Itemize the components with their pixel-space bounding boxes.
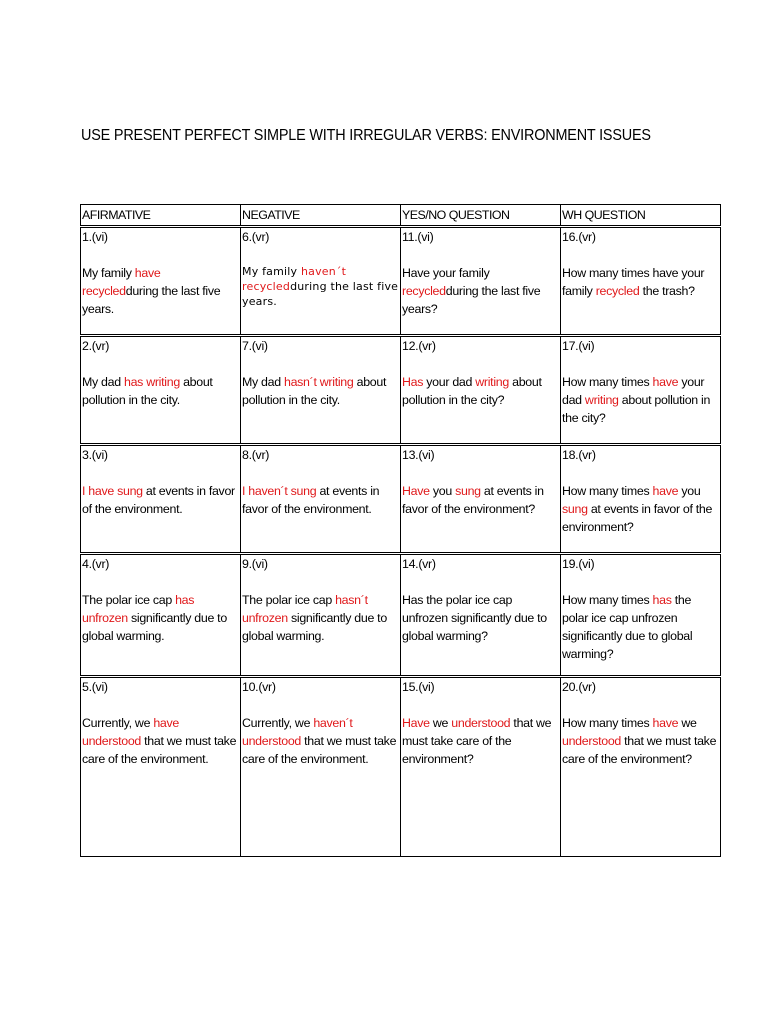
- sentence: [82, 482, 239, 518]
- item-number: 8.(vr): [242, 448, 270, 462]
- verb-highlight: sung: [455, 484, 481, 498]
- item-number: 12.(vr): [402, 339, 436, 353]
- item-number: 14.(vr): [402, 557, 436, 571]
- sentence: [402, 714, 559, 768]
- item-number: 11.(vi): [402, 230, 434, 244]
- header-affirmative: AFIRMATIVE: [81, 205, 241, 227]
- cell-yes-no-question: [401, 677, 561, 857]
- verb-highlight: have: [652, 484, 679, 498]
- verb-highlight: Have: [402, 484, 430, 498]
- item-number: 15.(vi): [402, 680, 435, 694]
- item-number: 16.(vr): [562, 230, 596, 244]
- sentence: [562, 482, 719, 536]
- item-number: 7.(vi): [242, 339, 268, 353]
- sentence-text: about pollution in the city.: [82, 375, 213, 407]
- sentence-text: about pollution in the city.: [242, 375, 387, 407]
- verb-highlight: understood: [562, 734, 622, 748]
- exercise-table: [80, 204, 721, 857]
- cell-negative: [241, 445, 401, 554]
- sentence-text: Currently, we: [82, 716, 154, 730]
- sentence-text: at events in favor of the environment?: [402, 484, 544, 516]
- verb-highlight: hasn´t writing: [283, 375, 354, 389]
- item-number: 10.(vr): [242, 680, 276, 694]
- cell-wh-question: [561, 336, 721, 445]
- cell-affirmative: [81, 445, 241, 554]
- cell-negative: [241, 227, 401, 336]
- sentence-text: that we must take care of the environment.: [242, 734, 397, 766]
- sentence: [562, 714, 719, 768]
- sentence: [242, 373, 399, 409]
- sentence-text: during the last five years.: [242, 280, 399, 308]
- sentence: [402, 482, 559, 518]
- sentence-text: How many times have your family: [562, 266, 705, 298]
- sentence-text: you: [678, 484, 701, 498]
- sentence: [242, 714, 399, 768]
- sentence: [82, 714, 239, 768]
- sentence: [242, 591, 399, 645]
- item-number: 1.(vi): [82, 230, 108, 244]
- verb-highlight: have recycled: [82, 266, 161, 298]
- item-number: 20.(vr): [562, 680, 596, 694]
- sentence-text: about pollution in the city?: [562, 393, 711, 425]
- sentence: [242, 264, 399, 309]
- sentence: [242, 482, 399, 518]
- sentence-text: How many times: [562, 484, 653, 498]
- verb-highlight: Has: [402, 375, 424, 389]
- item-number: 3.(vi): [82, 448, 108, 462]
- verb-highlight: I haven´t sung: [242, 484, 317, 498]
- verb-highlight: understood: [451, 716, 511, 730]
- sentence: [562, 264, 719, 300]
- cell-affirmative: [81, 227, 241, 336]
- verb-highlight: writing: [475, 375, 509, 389]
- verb-highlight: recycled: [402, 284, 446, 298]
- sentence-text: your dad: [562, 375, 705, 407]
- cell-affirmative: [81, 677, 241, 857]
- sentence-text: at events in favor of the environment?: [562, 502, 713, 534]
- item-number: 5.(vi): [82, 680, 108, 694]
- sentence-text: Have your family: [402, 266, 490, 280]
- cell-wh-question: [561, 554, 721, 677]
- sentence-text: My dad: [242, 375, 284, 389]
- sentence-text: that we must take care of the environment?: [402, 716, 552, 766]
- sentence-text: your dad: [423, 375, 476, 389]
- verb-highlight: writing: [584, 393, 619, 407]
- item-number: 9.(vi): [242, 557, 268, 571]
- verb-highlight: recycled: [595, 284, 640, 298]
- item-number: 2.(vr): [82, 339, 110, 353]
- header-row: [81, 205, 721, 227]
- cell-wh-question: [561, 445, 721, 554]
- verb-highlight: have: [652, 375, 679, 389]
- verb-highlight: sung: [562, 502, 588, 516]
- sentence: [562, 373, 719, 427]
- sentence-text: at events in favor of the environment.: [242, 484, 380, 516]
- item-number: 19.(vi): [562, 557, 595, 571]
- sentence: [402, 264, 559, 318]
- sentence-text: the polar ice cap unfrozen significantly due to global warming?: [562, 593, 693, 661]
- page-title: USE PRESENT PERFECT SIMPLE WITH IRREGULAR VERBS: ENVIRONMENT ISSUES: [81, 127, 651, 144]
- table-row: [81, 227, 721, 336]
- sentence-text: at events in favor of the environment.: [82, 484, 235, 516]
- sentence-text: that we must take care of the environment.: [82, 734, 237, 766]
- table-row: [81, 554, 721, 677]
- sentence-text: the trash?: [639, 284, 695, 298]
- sentence-text: we: [678, 716, 697, 730]
- sentence: [82, 591, 239, 645]
- sentence-text: during the last five years?: [402, 284, 541, 316]
- sentence-text: How many times: [562, 375, 653, 389]
- header-negative: NEGATIVE: [241, 205, 401, 227]
- sentence-text: How many times: [562, 716, 653, 730]
- cell-negative: [241, 677, 401, 857]
- sentence-text: significantly due to global warming.: [242, 611, 387, 643]
- sentence-text: you: [429, 484, 456, 498]
- verb-highlight: has: [652, 593, 672, 607]
- sentence-text: My family: [82, 266, 135, 280]
- verb-highlight: Have: [402, 716, 430, 730]
- sentence-text: during the last five years.: [82, 284, 221, 316]
- item-number: 13.(vi): [402, 448, 435, 462]
- sentence-text: My dad: [82, 375, 124, 389]
- sentence: [82, 264, 239, 318]
- item-number: 4.(vr): [82, 557, 110, 571]
- verb-highlight: I have sung: [82, 484, 143, 498]
- sentence-text: we: [429, 716, 452, 730]
- cell-affirmative: [81, 336, 241, 445]
- sentence-text: about pollution in the city?: [402, 375, 542, 407]
- header-wh-question: WH QUESTION: [561, 205, 721, 227]
- cell-yes-no-question: [401, 227, 561, 336]
- item-number: 18.(vr): [562, 448, 596, 462]
- cell-negative: [241, 336, 401, 445]
- sentence: [82, 373, 239, 409]
- verb-highlight: hasn´t unfrozen: [242, 593, 368, 625]
- verb-highlight: has writing: [123, 375, 180, 389]
- verb-highlight: haven´t recycled: [242, 265, 347, 293]
- sentence-text: Has the polar ice cap unfrozen significantly due to global warming?: [402, 593, 547, 643]
- table-row: [81, 677, 721, 857]
- table-row: [81, 445, 721, 554]
- cell-yes-no-question: [401, 445, 561, 554]
- table-body: [81, 227, 721, 857]
- cell-yes-no-question: [401, 554, 561, 677]
- verb-highlight: have understood: [82, 716, 179, 748]
- table-row: [81, 336, 721, 445]
- sentence: [562, 591, 719, 663]
- item-number: 17.(vi): [562, 339, 595, 353]
- sentence-text: Currently, we: [242, 716, 314, 730]
- sentence: [402, 373, 559, 409]
- header-yes-no-question: YES/NO QUESTION: [401, 205, 561, 227]
- sentence-text: The polar ice cap: [242, 593, 336, 607]
- sentence: [402, 591, 559, 645]
- cell-negative: [241, 554, 401, 677]
- sentence-text: significantly due to global warming.: [82, 611, 227, 643]
- sentence-text: The polar ice cap: [82, 593, 176, 607]
- sentence-text: How many times: [562, 593, 653, 607]
- sentence-text: that we must take care of the environment?: [562, 734, 717, 766]
- item-number: 6.(vr): [242, 230, 270, 244]
- cell-yes-no-question: [401, 336, 561, 445]
- cell-affirmative: [81, 554, 241, 677]
- sentence-text: My family: [242, 265, 301, 278]
- cell-wh-question: [561, 677, 721, 857]
- verb-highlight: have: [652, 716, 679, 730]
- verb-highlight: haven´t understood: [242, 716, 353, 748]
- cell-wh-question: [561, 227, 721, 336]
- verb-highlight: has unfrozen: [82, 593, 195, 625]
